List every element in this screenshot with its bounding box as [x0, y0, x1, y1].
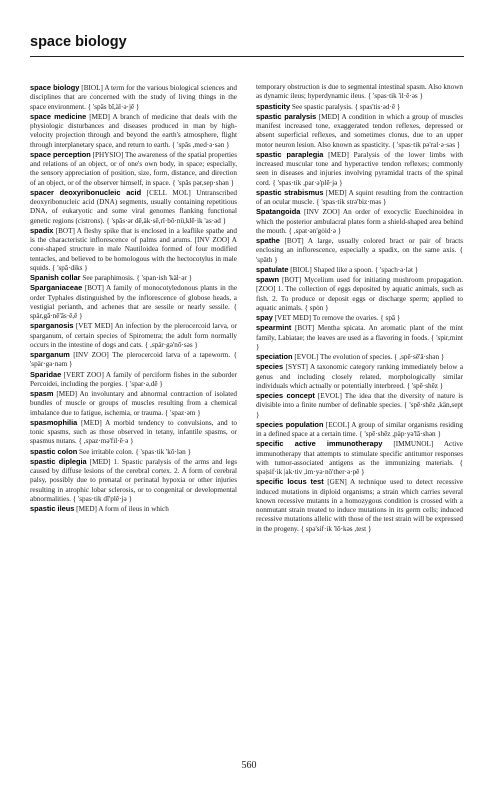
header-rule	[30, 56, 464, 57]
entry-headword: species population	[256, 419, 324, 429]
dictionary-entry	[256, 352, 463, 362]
entry-headword: spasmophilia	[30, 417, 78, 427]
entry-headword: species concept	[256, 391, 315, 400]
dictionary-entry	[256, 265, 463, 275]
entry-definition: [BIOL] A term for the various biological sciences and disciplines that are concerned with the study of living things in the space environment. { 'spās bī,äl·ə·jē }	[30, 84, 237, 111]
entry-headword: Sparidae	[30, 369, 62, 379]
entry-headword: speciation	[256, 352, 293, 361]
dictionary-entry	[256, 362, 463, 391]
entry-definition: See irritable colon. { 'spas·tik 'kō·lən }	[79, 447, 191, 456]
entry-definition: [MED] A condition in which a group of muscles manifest increased tone, exaggerated tendon reflexes, depressed or absent superficial reflexes, and sometimes clonus, due to an upper motor neuron lesion. Also known as spasticity. { 'spas·tik pə'ral·ə·səs }	[256, 112, 464, 149]
entry-headword: space medicine	[30, 111, 87, 121]
entry-headword: spadix	[30, 225, 54, 235]
entry-definition: [MED] A branch of medicine that deals with the physiologic disturbances and diseases produced in man by high-velocity projection through and beyond the earth's atmosphere, flight through interplanetary space, and return to earth. { 'spās ,med·ə·sən }	[30, 112, 237, 149]
dictionary-entry	[30, 273, 237, 283]
dictionary-entry	[256, 477, 463, 534]
entry-headword: spastic ileus	[30, 504, 75, 513]
dictionary-entry-continued	[256, 83, 463, 102]
dictionary-entry	[256, 275, 463, 313]
entry-headword: space perception	[30, 149, 91, 159]
entry-headword: spastic paraplegia	[256, 149, 324, 159]
entry-definition: [BOT] A family of monocotyledonous plants in the order Typhales distinguished by the inflorescence of globose heads, a vestigial perianth, and achenes that are sessile or nearly sessile. { spär,gā·nē'ās·ē,ē }	[30, 284, 238, 320]
entry-headword: spastic colon	[30, 446, 78, 456]
dictionary-entry	[30, 150, 237, 188]
dictionary-entry	[30, 350, 237, 370]
entry-headword: sparganosis	[30, 321, 74, 331]
entry-definition: [MED] A squint resulting from the contraction of an ocular muscle. { 'spas·tik strə'biz·məs }	[256, 188, 463, 206]
dictionary-entry	[30, 418, 237, 447]
dictionary-entry	[256, 420, 463, 440]
dictionary-entry	[256, 207, 463, 236]
entry-definition: [INV ZOO] An order of exocyclic Euechinoidea in which the posterior ambulacral plates form a shield-shaped area behind the mouth. { ,spat·ən'gȯid·ə }	[256, 208, 464, 235]
entry-headword: spastic strabismus	[256, 187, 324, 197]
entry-definition: [BIOL] Shaped like a spoon. { 'spach·ə·lət }	[290, 265, 419, 274]
entry-headword: sparganum	[30, 350, 70, 359]
dictionary-entry	[256, 150, 463, 188]
dictionary-entry	[30, 321, 237, 350]
dictionary-entry	[256, 323, 463, 352]
entry-headword: spasticity	[256, 101, 291, 111]
dictionary-entry	[30, 447, 237, 457]
dictionary-entry	[256, 102, 463, 112]
entry-headword: specific active immunotherapy	[256, 439, 383, 449]
entry-headword: spatulate	[256, 264, 289, 274]
entry-definition: [MED] An involuntary and abnormal contraction of isolated bundles of muscle or groups of muscles resulting from a chemical imbalance due to fatigue, ischemia, or trauma. { 'spaz·əm }	[30, 390, 237, 417]
entry-definition: [GEN] A technique used to detect recessive induced mutations in diploid organisms; a strain which carries several known recessive mutants in a homozygous condition is crossed with a nonmutant strain treated to induce mutations in its germ cells; induced recessive mutations allelic with those of the test strain will be expressed in the progeny. { spə'sif·ik 'lō·kəs ,test }	[256, 478, 463, 533]
entry-definition: [MED] A form of ileus in which	[76, 505, 169, 513]
entry-definition: See paraphimosis. { 'span·ish 'käl·ər }	[82, 274, 193, 282]
dictionary-entry	[30, 457, 237, 504]
entry-definition: [MED] A morbid tendency to convulsions, and to tonic spasms, such as those observed in tetany, infantile spasms, or spasmus nutans. { ,spaz·mə'fil·ē·ə }	[30, 418, 237, 446]
dictionary-entry	[30, 83, 237, 112]
dictionary-entry	[30, 112, 237, 150]
entry-headword: spasm	[30, 389, 54, 398]
entry-headword: Spatangoida	[256, 207, 301, 217]
entry-definition: [CELL MOL] Untranscribed deoxyribonucleic acid (DNA) segments, usually containing repetitious DNA, of eukaryotic and some viral genomes flanking functional genetic regions (cistrons). { 'spās·ər dē,äk·sē,rī·bō·nü,klē·ik 'as·əd }	[30, 188, 238, 225]
dictionary-entry	[30, 504, 237, 514]
entry-headword: spay	[256, 313, 273, 322]
dictionary-entry	[30, 188, 237, 226]
page-number: 560	[241, 760, 257, 771]
entry-definition: [EVOL] The evolution of species. { ,spē·sē'ā·shən }	[294, 353, 445, 361]
entry-headword: specific locus test	[256, 477, 324, 487]
entry-definition: [BOT] A fleshy spike that is enclosed in a leaflike spathe and is the characteristic inflorescence of palms and arums. [INV ZOO] A cone-shaped structure in male Nautiloidea formed of four modified tentacles, and believed to be homologous with the hectocotylus in male squids. { 'spā·diks }	[30, 226, 237, 272]
right-column	[256, 83, 463, 534]
entry-definition: [INV ZOO] The plerocercoid larva of a tapeworm. { 'spär·gə·nəm }	[30, 351, 237, 369]
dictionary-entry	[256, 236, 463, 265]
dictionary-entry	[256, 112, 463, 150]
entry-headword: spacer deoxyribonucleic acid	[30, 187, 142, 197]
running-head: space biology	[30, 34, 127, 50]
dictionary-entry	[256, 188, 463, 208]
dictionary-entry	[30, 389, 237, 418]
entry-definition: [BOT] A large, usually colored bract or pair of bracts enclosing an inflorescence, especially a spadix, on the same axis. { 'spāth }	[256, 237, 463, 264]
entry-definition: [PHYSIO] The awareness of the spatial properties and relations of an object, or of one's own body, in space; especially, the sensory appreciation of position, size, form, distance, and direction of an object, or of the observer himself, in space. { 'spās pər,sep·shən }	[30, 150, 238, 187]
entry-definition: [BOT] Mycelium used for initiating mushroom propagation. [ZOO] 1. The collection of eggs deposited by aquatic animals, such as fish. 2. To produce or deposit eggs or discharge sperm; applied to aquatic animals. { spȯn }	[256, 276, 464, 312]
entry-definition: [IMMUNOL] Active immunotherapy that attempts to stimulate specific antitumor responses with tumor-associated antigens as the immunizing materials. { spə|sif·ik |ak·tiv ,im·yə·nō'ther·ə·pē }	[256, 440, 463, 476]
entry-definition: [MED] Paralysis of the lower limbs with increased muscular tone and hyperactive tendon reflexes; commonly seen in diseases and injuries involving pyramidal tracts of the spinal cord. { 'spas·tik ,par·ə'plē·jə }	[256, 150, 463, 187]
entry-definition: [VET MED] To remove the ovaries. { spā }	[274, 314, 401, 322]
left-column	[30, 83, 237, 514]
entry-definition: [ECOL] A group of similar organisms residing in a defined space at a certain time. { 'spē·shēz ,päp·yə'lā·shən }	[256, 420, 463, 438]
dictionary-entry	[256, 439, 463, 477]
dictionary-entry	[256, 313, 463, 323]
entry-definition: [SYST] A taxonomic category ranking immediately below a genus and including closely related, morphologically similar individuals which actually or potentially interbreed. { 'spē·shēz }	[256, 363, 464, 390]
entry-headword: space biology	[30, 83, 80, 92]
entry-definition: [VERT ZOO] A family of perciform fishes in the suborder Percoidei, including the porgies. { 'spar·ə,dē }	[30, 370, 237, 388]
entry-headword: spastic paralysis	[256, 111, 317, 121]
entry-headword: Sparganiaceae	[30, 283, 83, 293]
entry-headword: spathe	[256, 236, 280, 245]
dictionary-entry	[30, 370, 237, 390]
entry-headword: Spanish collar	[30, 273, 81, 282]
entry-definition: [EVOL] The idea that the diversity of nature is divisible into a finite number of definable species. { 'spē·shēz ,kän,sept }	[256, 392, 464, 419]
dictionary-entry	[30, 283, 237, 321]
entry-headword: species	[256, 362, 284, 372]
entry-headword: spastic diplegia	[30, 456, 87, 466]
entry-definition: [BOT] Mentha spicata. An aromatic plant of the mint family, Labiatae; the leaves are used as a flavoring in foods. { 'spir,mint }	[256, 324, 464, 351]
entry-headword: spawn	[256, 275, 279, 284]
entry-definition: [MED] 1. Spastic paralysis of the arms and legs caused by diffuse lesions of the cerebral cortex. 2. A form of cerebral palsy, possibly due to prenatal or perinatal hypoxia or other injuries resulting in atrophic lobar sclerosis, or to congenital or developmental abnormalities. { 'spas·tik dī'plē·jə }	[30, 457, 238, 503]
dictionary-entry	[30, 226, 237, 273]
entry-definition: See spastic paralysis. { spas'tis·əd·ē }	[291, 102, 401, 111]
dictionary-entry	[256, 391, 463, 420]
entry-definition: temporary obstruction is due to segmental intestinal spasm. Also known as dynamic ileus; hyperdynamic ileus. { 'spas·tik 'il·ē·əs }	[256, 83, 463, 101]
entry-headword: spearmint	[256, 323, 292, 333]
entry-definition: [VET MED] An infection by the plerocercoid larva, or sparganum, of certain species of Spirometra; the adult form normally occurs in the intestine of dogs and cats. { ,spär·gə'nō·səs }	[30, 322, 237, 349]
